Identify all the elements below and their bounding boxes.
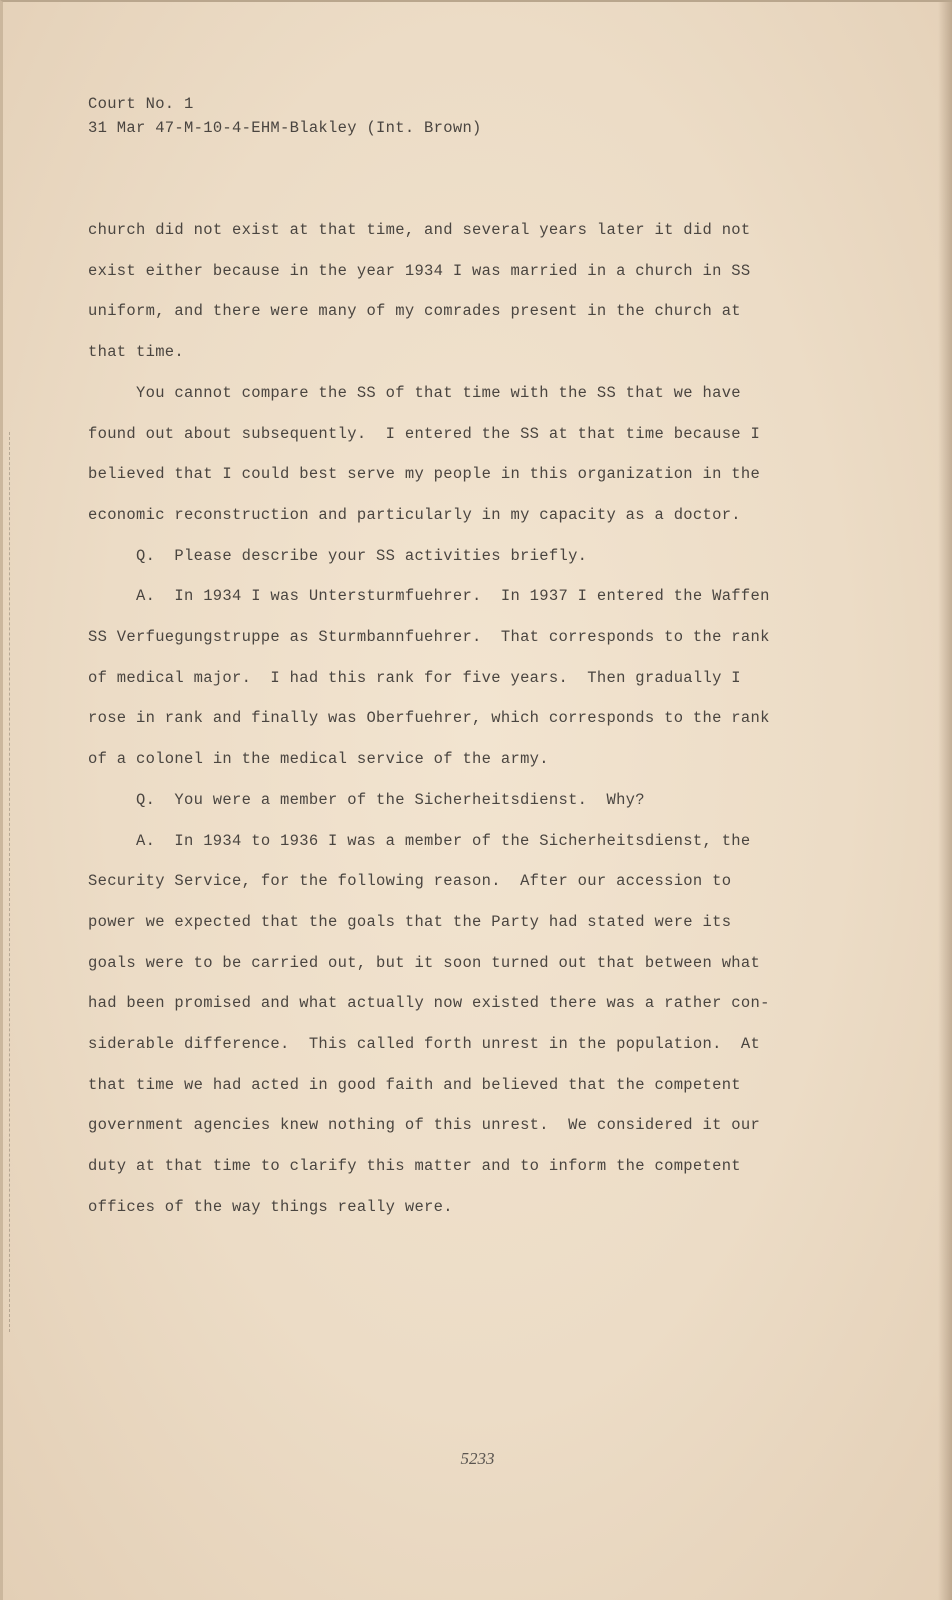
text-line: Security Service, for the following reason. After our accession to: [88, 872, 732, 891]
text-line: of a colonel in the medical service of the army.: [88, 750, 549, 769]
document-header: [88, 92, 482, 140]
text-line: economic reconstruction and particularly in my capacity as a doctor.: [88, 505, 741, 524]
text-line: SS Verfuegungstruppe as Sturmbannfuehrer. That corresponds to the rank: [88, 628, 770, 647]
text-line: government agencies knew nothing of this unrest. We considered it our: [88, 1116, 761, 1135]
answer-line: A. In 1934 I was Untersturmfuehrer. In 1937 I entered the Waffen: [136, 587, 770, 606]
court-number: Court No. 1: [88, 95, 194, 113]
text-line: of medical major. I had this rank for five years. Then gradually I: [88, 668, 741, 687]
text-line: duty at that time to clarify this matter and to inform the competent: [88, 1157, 741, 1176]
answer-line: A. In 1934 to 1936 I was a member of the Sicherheitsdienst, the: [136, 831, 751, 850]
question-line: Q. Please describe your SS activities briefly.: [136, 546, 588, 565]
binding-marks: [9, 432, 18, 1332]
page-number: 5233: [460, 1449, 495, 1468]
case-reference: 31 Mar 47-M-10-4-EHM-Blakley (Int. Brown): [88, 119, 482, 137]
text-line: uniform, and there were many of my comrades present in the church at: [88, 302, 741, 321]
text-line: had been promised and what actually now existed there was a rather con-: [88, 994, 770, 1013]
text-line: church did not exist at that time, and several years later it did not: [88, 221, 751, 239]
text-line: offices of the way things really were.: [88, 1197, 453, 1216]
text-line: that time.: [88, 343, 185, 362]
text-line: power we expected that the goals that the Party had stated were its: [88, 912, 732, 931]
text-line: exist either because in the year 1934 I was married in a church in SS: [88, 261, 751, 280]
text-line: siderable difference. This called forth unrest in the population. At: [88, 1035, 761, 1054]
text-line: believed that I could best serve my people in this organization in the: [88, 465, 761, 484]
text-line: rose in rank and finally was Oberfuehrer, which corresponds to the rank: [88, 709, 770, 728]
text-line: You cannot compare the SS of that time with the SS that we have: [136, 383, 741, 402]
text-line: goals were to be carried out, but it soon turned out that between what: [88, 953, 761, 972]
text-line: found out about subsequently. I entered the SS at that time because I: [88, 424, 761, 443]
transcript-body: [88, 210, 828, 1228]
question-line: Q. You were a member of the Sicherheitsdienst. Why?: [136, 790, 645, 809]
text-line: that time we had acted in good faith and believed that the competent: [88, 1075, 741, 1094]
